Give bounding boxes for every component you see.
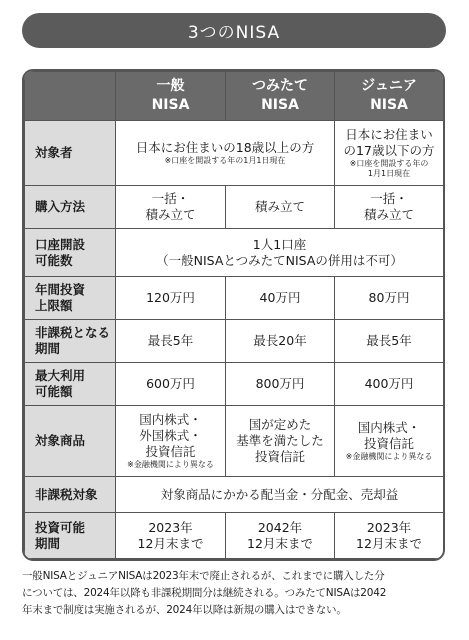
page-title: 3つのNISA (22, 13, 446, 48)
cell-value (116, 186, 226, 229)
cell-text: 投資信託 (145, 444, 196, 459)
cell-text: 日本にお住まい (345, 127, 433, 142)
table-row (25, 477, 444, 513)
row-label-text: 最大利用 (35, 368, 86, 383)
row-label (25, 186, 116, 229)
cell-value: 最長20年 (226, 320, 335, 363)
table-row (25, 363, 444, 406)
cell-text: 日本にお住まいの18歳以上の方 (135, 140, 315, 155)
row-label-text: 上限額 (35, 298, 73, 313)
header-text: つみたて (252, 78, 308, 94)
cell-text: 2023年 (148, 519, 193, 535)
row-label-text: 非課税となる (35, 325, 111, 340)
cell-text: 積み立て (363, 207, 414, 222)
cell-value: 最長5年 (335, 320, 444, 363)
table-row (25, 513, 444, 559)
row-label (25, 363, 116, 406)
cell-value (226, 186, 335, 229)
cell-text: 積み立て (145, 207, 196, 222)
cell-account-limit (116, 229, 444, 277)
table-header-row (25, 72, 444, 121)
header-text: ジュニア (361, 78, 417, 94)
row-label (25, 513, 116, 559)
row-label-text: 年間投資 (35, 282, 86, 297)
cell-text: 2042年 (257, 519, 303, 535)
cell-value (116, 513, 226, 559)
table-row (25, 277, 444, 320)
table-row (25, 186, 444, 229)
row-label-text: 口座開設 (35, 236, 86, 252)
row-label-text: 対象者 (35, 145, 73, 160)
header-tsumitate-nisa (226, 72, 335, 121)
cell-note: ※口座を開設する年の (349, 159, 429, 168)
header-ippan-nisa (116, 72, 226, 121)
cell-text: 投資信託 (363, 436, 414, 451)
cell-value: 800万円 (226, 363, 335, 406)
cell-value (335, 513, 444, 559)
header-corner (25, 72, 116, 121)
cell-text: 基準を満たした (236, 433, 324, 448)
table-row (25, 406, 444, 477)
cell-eligibility-junior (335, 121, 444, 186)
row-label (25, 477, 116, 513)
cell-text: （一般NISAとつみたてNISAの併用は不可） (156, 252, 403, 268)
cell-tax-exempt-target: 対象商品にかかる配当金・分配金、売却益 (116, 477, 444, 513)
footnote (22, 568, 450, 619)
cell-value (335, 186, 444, 229)
cell-note: 1月1日現在 (367, 169, 411, 178)
footnote-line: 年末まで制度は実施されるが、2024年以降は新規の購入はできない。 (22, 604, 347, 616)
cell-value (226, 406, 335, 477)
cell-text: 国内株式・ (357, 420, 421, 435)
nisa-comparison-table (22, 69, 445, 561)
row-label-text: 投資可能 (35, 519, 86, 535)
footnote-line: については、2024年以降も非課税期間分は継続される。つみたてNISAは2042 (22, 587, 387, 599)
cell-eligibility-ippan-tsumitate (116, 121, 335, 186)
cell-note: ※金融機関により異なる (127, 460, 214, 469)
row-label-text: 対象商品 (35, 433, 86, 448)
cell-note: ※金融機関により異なる (345, 452, 433, 461)
cell-value (116, 406, 226, 477)
cell-text: 12月末まで (137, 535, 204, 551)
row-label (25, 320, 116, 363)
header-text: NISA (370, 97, 408, 113)
cell-text: 12月末まで (247, 535, 313, 551)
row-label (25, 277, 116, 320)
cell-text: の17歳以下の方 (343, 143, 435, 158)
cell-value: 120万円 (116, 277, 226, 320)
row-label-text: 期間 (35, 341, 61, 356)
cell-text: 外国株式・ (139, 428, 202, 443)
header-junior-nisa (335, 72, 444, 121)
row-label (25, 229, 116, 277)
cell-text: 積み立て (254, 199, 305, 214)
table-row (25, 229, 444, 277)
cell-text: 国が定めた (248, 417, 312, 432)
cell-text: 12月末まで (356, 535, 422, 551)
header-text: NISA (261, 97, 299, 113)
cell-value: 80万円 (335, 277, 444, 320)
table-row (25, 320, 444, 363)
cell-text: 2023年 (366, 519, 412, 535)
footnote-line: 一般NISAとジュニアNISAは2023年末で廃止されるが、これまでに購入した分 (22, 570, 385, 582)
row-label-text: 可能数 (35, 252, 73, 268)
row-label-text: 可能額 (35, 384, 73, 399)
cell-value (226, 513, 335, 559)
cell-note: ※口座を開設する年の1月1日現在 (164, 156, 286, 165)
cell-value: 400万円 (335, 363, 444, 406)
header-text: 一般 (156, 78, 185, 94)
header-text: NISA (151, 97, 190, 113)
row-label-text: 購入方法 (35, 199, 86, 214)
row-label (25, 121, 116, 186)
cell-value: 600万円 (116, 363, 226, 406)
cell-text: 国内株式・ (139, 412, 202, 427)
table-row (25, 121, 444, 186)
cell-text: 一括・ (151, 191, 190, 206)
row-label-text: 非課税対象 (35, 486, 98, 502)
cell-value: 最長5年 (116, 320, 226, 363)
cell-text: 投資信託 (254, 449, 305, 464)
row-label (25, 406, 116, 477)
cell-text: 一括・ (370, 191, 408, 206)
cell-text: 1人1口座 (252, 236, 307, 252)
cell-value: 40万円 (226, 277, 335, 320)
row-label-text: 期間 (35, 535, 61, 551)
cell-value (335, 406, 444, 477)
